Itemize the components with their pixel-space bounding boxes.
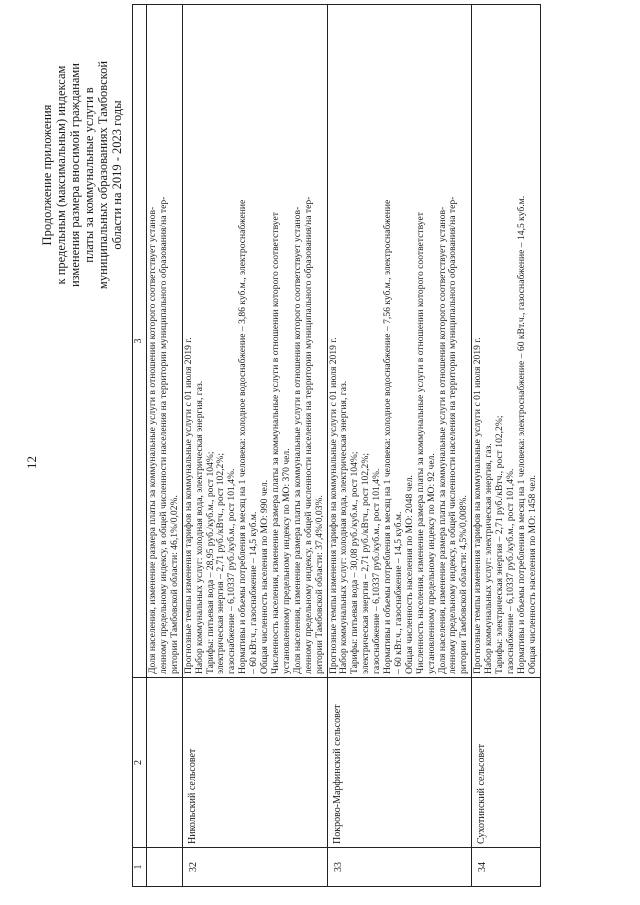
- description-line: Нормативы и объемы потребления в месяц на 1 человека: холодное водоснабжение – 3,86 куб.м., электроснабжение: [237, 199, 249, 674]
- table-row: [327, 5, 472, 887]
- description-line: Набор коммунальных услуг: холодная вода, электрическая энергия, газ.: [338, 380, 350, 674]
- col-header: 1: [133, 848, 147, 887]
- description-line: Набор коммунальных услуг: холодная вода, электрическая энергия, газ.: [193, 380, 205, 674]
- municipality-name: Покрово-Марфинский сельсовет: [327, 678, 472, 848]
- header-line: изменения размера вносимой гражданами: [68, 63, 82, 288]
- col-header: 3: [133, 5, 147, 678]
- description-line: Доля населения, изменение размера платы за коммунальные услуги в отношении которого соответствует установ-: [291, 206, 303, 674]
- tariff-table: [132, 4, 541, 887]
- description-line: Нормативы и объемы потребления в месяц на 1 человека: холодное водоснабжение – 7,56 куб.м., электроснабжение: [382, 199, 394, 674]
- table-row: [182, 5, 327, 887]
- description-line: Тарифы: питьевая вода – 30,08 руб./куб.м., рост 104%;: [349, 451, 361, 674]
- row-number: 32: [182, 848, 327, 887]
- description-line: Общая численность населения по МО: 2048 чел.: [403, 475, 415, 674]
- description-line: газоснабжение – 6,10337 руб./куб.м., рост 101,4%.: [505, 468, 516, 674]
- description-line: Доля населения, изменение размера платы за коммунальные услуги в отношении которого соответствует установ-: [436, 206, 448, 674]
- table-row: [147, 5, 183, 887]
- description-line: Прогнозные темпы изменения тарифов на коммунальные услуги с 01 июля 2019 г.: [472, 337, 484, 674]
- tariff-description: [472, 5, 540, 678]
- description-line: Набор коммунальных услуг: электрическая энергия, газ.: [483, 443, 495, 674]
- description-line: газоснабжение – 6,10337 руб./куб.м., рост 101,4%.: [226, 468, 238, 674]
- municipality-name: [147, 678, 183, 848]
- description-line: Общая численность населения по МО: 990 чел.: [259, 479, 271, 674]
- description-line: – 60 кВт.ч., газоснабжение – 14,5 куб.м.: [392, 511, 404, 674]
- description-line: ленному предельному индексу, в общей численности населения на территории муниципального образования/на тер-: [447, 196, 459, 674]
- header-line: муниципальных образованиях Тамбовской: [96, 60, 110, 290]
- description-line: газоснабжение – 6,10337 руб./куб.м., рост 101,4%.: [371, 468, 383, 674]
- description-line: Численность населения, изменение размера платы за коммунальные услуги в отношении которого соответствует: [269, 212, 281, 674]
- description-line: установленному предельному индексу по МО: 370 чел.: [280, 448, 292, 674]
- description-line: Прогнозные темпы изменения тарифов на коммунальные услуги с 01 июля 2019 г.: [327, 337, 339, 674]
- municipality-name: Сухотинский сельсовет: [472, 678, 540, 848]
- description-line: ритории Тамбовской области: 46,1%/0,02%.: [168, 495, 180, 674]
- row-number: 33: [327, 848, 472, 887]
- appendix-header: [40, 25, 124, 325]
- table-header-row: [133, 5, 147, 887]
- description-line: – 60 кВт.ч., газоснабжение – 14,5 куб.м.: [248, 511, 260, 674]
- municipality-name: Никольский сельсовет: [182, 678, 327, 848]
- table-row: [472, 5, 540, 887]
- row-number: [147, 848, 183, 887]
- description-line: Тарифы: питьевая вода – 28,95 руб./куб.м., рост 104%;: [204, 451, 216, 674]
- description-line: ленному предельному индексу, в общей численности населения на территории муниципального образования/на тер-: [302, 196, 314, 674]
- tariff-description: [147, 5, 183, 678]
- description-line: ритории Тамбовской области: 4,5%/0,008%.: [458, 495, 470, 674]
- description-line: Общая численность населения по МО: 1458 чел.: [526, 475, 538, 674]
- page-number: 12: [24, 456, 39, 469]
- tariff-description: [182, 5, 327, 678]
- description-line: установленному предельному индексу по МО: 92 чел.: [425, 453, 437, 674]
- description-line: Прогнозные темпы изменения тарифов на коммунальные услуги с 01 июля 2019 г.: [182, 337, 194, 674]
- description-line: Доля населения, изменение размера платы за коммунальные услуги в отношении которого соответствует установ-: [147, 206, 158, 674]
- header-line: области на 2019 - 2023 годы: [110, 100, 124, 250]
- description-line: электрическая энергия – 2,71 руб./кВтч., рост 102,2%;: [215, 453, 227, 674]
- header-line: к предельным (максимальным) индексам: [54, 65, 68, 285]
- col-header: 2: [133, 678, 147, 848]
- description-line: Нормативы и объемы потребления в месяц на 1 человека: электроснабжение – 60 кВт.ч., газоснабжение – 14,5 куб.м.: [515, 195, 527, 674]
- header-line: Продолжение приложения: [40, 104, 54, 246]
- description-line: ритории Тамбовской области: 37,4%/0,03%.: [313, 495, 325, 674]
- row-number: 34: [472, 848, 540, 887]
- header-line: платы за коммунальные услуги в: [82, 87, 96, 263]
- tariff-description: [327, 5, 472, 678]
- description-line: ленному предельному индексу, в общей численности населения на территории муниципального образования/на тер-: [157, 196, 169, 674]
- description-line: Тарифы: электрическая энергия – 2,71 руб./кВтч., рост 102,2%;: [494, 415, 506, 674]
- description-line: Численность населения, изменение размера платы за коммунальные услуги в отношении которого соответствует: [414, 212, 426, 674]
- description-line: электрическая энергия – 2,71 руб./кВтч., рост 102,2%;: [360, 453, 372, 674]
